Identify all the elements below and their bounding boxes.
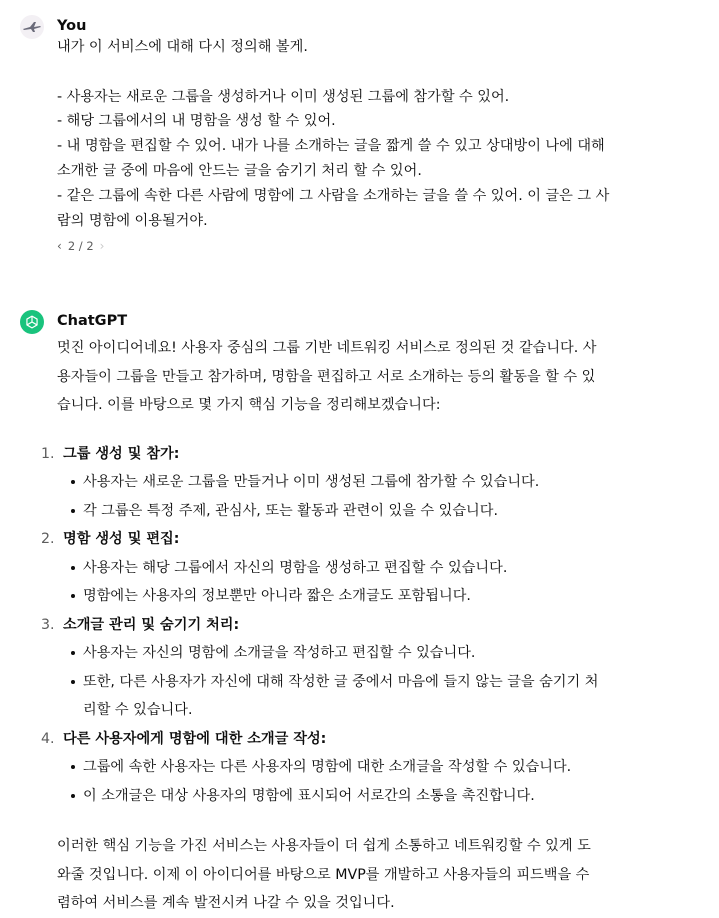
intro-line: 멋진 아이디어네요! 사용자 중심의 그룹 기반 네트워킹 서비스로 정의된 것 같습니다. 사 [57, 340, 597, 356]
bullet-item [57, 582, 667, 611]
bullet-text: 사용자는 자신의 명함에 소개글을 작성하고 편집할 수 있습니다. [83, 645, 476, 661]
bullet-dot [71, 680, 75, 684]
user-line: - 같은 그룹에 속한 다른 사람에 명함에 그 사람을 소개하는 글을 쓸 수 있어. 이 글은 그 사 [57, 187, 610, 204]
chevron-right-icon[interactable]: › [99, 239, 105, 253]
user-line: 람의 명함에 이용될거야. [57, 212, 208, 229]
bullet-dot [71, 566, 75, 570]
bullet-text-continued: 리할 수 있습니다. [83, 702, 193, 718]
chatgpt-avatar [20, 310, 44, 334]
bullet-text: 사용자는 새로운 그룹을 만들거나 이미 생성된 그룹에 참가할 수 있습니다. [83, 474, 540, 490]
bullet-item [57, 639, 667, 668]
bullet-dot [71, 651, 75, 655]
bullet-dot [71, 509, 75, 513]
bullet-dot [71, 480, 75, 484]
intro-line: 습니다. 이를 바탕으로 몇 가지 핵심 기능을 정리해보겠습니다: [57, 397, 441, 413]
item-number: 3. [41, 616, 55, 633]
user-line: - 해당 그룹에서의 내 명함을 생성 할 수 있어. [57, 113, 336, 130]
feature-item [41, 525, 667, 611]
outro-line: 렴하여 서비스를 계속 발전시켜 나갈 수 있을 것입니다. [57, 895, 395, 911]
intro-line: 용자들이 그룹을 만들고 참가하며, 명함을 편집하고 서로 소개하는 등의 활동을 할 수 있 [57, 368, 596, 385]
feature-item [41, 611, 667, 725]
assistant-author-name: ChatGPT [57, 313, 128, 329]
user-line: - 사용자는 새로운 그룹을 생성하거나 이미 생성된 그룹에 참가할 수 있어. [57, 88, 510, 105]
item-title: 다른 사용자에게 명함에 대한 소개글 작성: [63, 730, 327, 747]
assistant-message-text [41, 334, 667, 918]
user-line-blank [57, 60, 667, 85]
bullet-item [57, 468, 667, 497]
item-number: 2. [41, 531, 55, 547]
item-title: 그룹 생성 및 참가: [63, 445, 180, 462]
bullet-item [57, 753, 667, 782]
airplane-avatar-icon [22, 20, 42, 34]
bullet-dot [71, 765, 75, 769]
openai-logo-icon [24, 314, 40, 330]
bullet-text: 사용자는 해당 그룹에서 자신의 명함을 생성하고 편집할 수 있습니다. [83, 559, 508, 576]
item-title: 소개글 관리 및 숨기기 처리: [63, 616, 240, 633]
outro-line: 와줄 것입니다. 이제 이 아이디어를 바탕으로 MVP를 개발하고 사용자들의 피드백을 수 [57, 866, 590, 883]
user-line: - 내 명함을 편집할 수 있어. 내가 나를 소개하는 글을 짧게 쓸 수 있고 상대방이 나에 대해 [57, 138, 605, 155]
response-pager [57, 236, 104, 256]
bullet-item [57, 668, 667, 725]
bullet-text: 각 그룹은 특정 주제, 관심사, 또는 활동과 관련이 있을 수 있습니다. [83, 502, 498, 519]
bullet-dot [71, 794, 75, 798]
bullet-item [57, 497, 667, 526]
bullet-dot [71, 594, 75, 598]
chevron-left-icon[interactable]: ‹ [57, 239, 62, 253]
bullet-item [57, 554, 667, 583]
user-line: 소개한 글 중에 마음에 안드는 글을 숨기기 처리 할 수 있어. [57, 162, 422, 179]
pager-text: 2 / 2 [67, 239, 94, 253]
user-author-name: You [57, 18, 87, 34]
bullet-text: 또한, 다른 사용자가 자신에 대해 작성한 글 중에서 마음에 들지 않는 글을 숨기기 처 [83, 673, 599, 690]
outro-line: 이러한 핵심 기능을 가진 서비스는 사용자들이 더 쉽게 소통하고 네트워킹할 수 있게 도 [57, 838, 591, 854]
feature-list [41, 440, 667, 811]
bullet-text: 그룹에 속한 사용자는 다른 사용자의 명함에 대한 소개글을 작성할 수 있습니다. [83, 759, 572, 775]
user-line: 내가 이 서비스에 대해 다시 정의해 볼게. [57, 39, 308, 55]
item-title: 명함 생성 및 편집: [63, 531, 180, 547]
item-number: 1. [41, 445, 55, 462]
feature-item [41, 440, 667, 526]
bullet-text: 이 소개글은 대상 사용자의 명함에 표시되어 서로간의 소통을 촉진합니다. [83, 787, 535, 804]
bullet-text: 명함에는 사용자의 정보뿐만 아니라 짧은 소개글도 포함됩니다. [83, 588, 471, 604]
bullet-item [57, 782, 667, 811]
item-number: 4. [41, 730, 55, 747]
user-avatar [20, 15, 44, 39]
user-message-text [57, 35, 667, 233]
feature-item [41, 725, 667, 811]
